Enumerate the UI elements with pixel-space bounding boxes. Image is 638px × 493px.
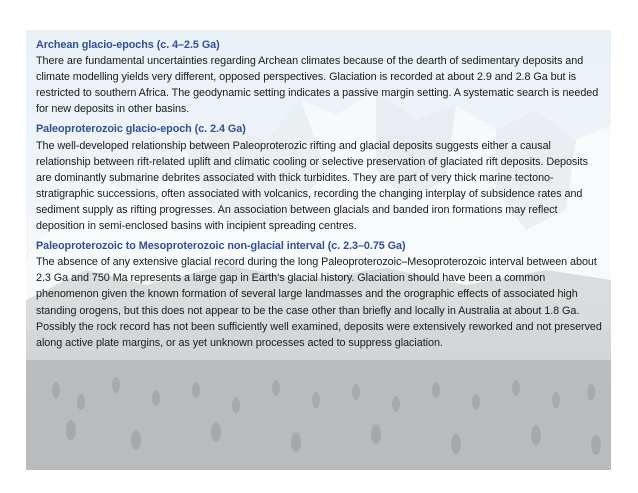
section-heading: Paleoproterozoic to Mesoproterozoic non-glacial interval (c. 2.3–0.75 Ga) — [36, 240, 406, 253]
text-panel — [26, 30, 611, 470]
section-body: The well-developed relationship between Paleoproterozic rifting and glacial deposits suggests either a causal relationship between rift-related uplift and climatic cooling or selective preservation of glaciated rift deposits. Deposits are dominantly submarine debrites associated with thick turbidites. They are part of very thick marine tectono-stratigraphic successions, often associated with volcanics, recording the changing interplay of subsidence rates and sediment supply as rifting progresses. An association between glacials and banded iron formations may reflect deposition in semi-enclosed basins with incipient spreading centres. — [36, 139, 588, 233]
section-paleoproterozoic — [36, 121, 603, 234]
section-body: The absence of any extensive glacial record during the long Paleoproterozoic–Mesoproterozoic interval between about 2.3 Ga and 750 Ma represents a large gap in Earth's glacial history. Glaciation should have been a common phenomenon given the known formation of several large landmasses and the orographic effects of associated high standing orogens, but this does not appear to be the case other than briefly and locally in Australia at about 1.8 Ga. Possibly the rock record has not been sufficiently well examined, deposits were extensively reworked and not preserved along active plate margins, or as yet unknown processes acted to suppress glaciation. — [36, 256, 602, 349]
section-body: There are fundamental uncertainties regarding Archean climates because of the dearth of sedimentary deposits and climate modelling yields very different, opposed perspectives. Glaciation is recorded at about 2.9 and 2.8 Ga but is restricted to southern Africa. The geodynamic setting indicates a passive margin setting. A systematic search is needed for new deposits in other basins. — [36, 55, 599, 116]
section-heading: Archean glacio-epochs (c. 4–2.5 Ga) — [36, 39, 220, 51]
section-archean — [36, 37, 603, 117]
section-heading: Paleoproterozoic glacio-epoch (c. 2.4 Ga) — [36, 123, 246, 136]
section-non-glacial-interval — [36, 238, 603, 351]
